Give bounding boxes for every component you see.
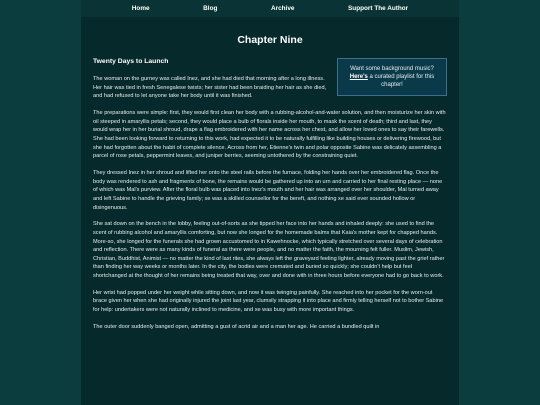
page-container [81, 0, 459, 405]
paragraph-3: They dressed Inez in her shroud and lifted her onto the steel rails before the furnace, folding her hands over her embroidered flag. Once the body was rendered to ash and fragments of bone, the remains would be gathered up into an urn and carried to her final resting place — none of which was Mal's purview. After the floral bulb was placed into Inez's mouth and her hair was arranged over her shoulder, Mal turned away and left Sabine to handle the grieving family; xe was a skilled counsellor for the bereft, and nothing xe said ever sounded hollow or disingenuous. [93, 169, 443, 211]
paragraph-1: The woman on the gurney was called Inez, and she had died that morning after a long illness. Her hair was tied in fresh Senegalese twists; her sister had been braiding her hair as she died, and had refused to let anyone take her body until it was finished. [93, 76, 327, 100]
paragraph-2: The preparations were simple: first, they would first clean her body with a rubbing-alcohol-and-water solution, and then moisturize her skin with oil steeped in amaryllis petals; second, they would place a bulb of florals inside her mouth, to mask the scent of death; third and last, they would wrap her in her burial shroud, drape a flag embroidered with her name across her chest, and allow her loved ones to say their farewells. She had been looking forward to returning to this work, had expected it to be naturally fulfilling like building houses or delivering firewood, but she had forgotten about the habit of complete silence. Across from her, Etienne's twin and polar opposite Sabine was delicately assembling a parcel of rose petals, peppermint leaves, and juniper berries, seeming untothered by the constraining quiet. [93, 109, 446, 160]
nav-archive[interactable]: Archive [270, 5, 295, 12]
playlist-link[interactable]: Here's [349, 74, 368, 81]
nav-support-the-author[interactable]: Support The Author [348, 5, 409, 12]
paragraph-5: Her wrist had popped under her weight while sitting down, and now it was twinging painfully. She reached into her pocket for the worn-out brace given her when she had originally injured the joint last year, clumsily strapping it into place and firmly telling herself not to bother Sabine for help: undertakers were not naturally inclined to medicine, and xe was busy with more important things. [93, 289, 444, 314]
paragraph-6: The outer door suddenly banged open, admitting a gust of acrid air and a man her age. He carried a bundled quilt in [93, 323, 380, 330]
music-playlist-box [337, 58, 447, 96]
sidebox-text-1: Want some background music? [350, 66, 434, 72]
chapter-title: Chapter Nine [237, 34, 303, 46]
paragraph-4: She sat down on the bench in the lobby, feeling out-of-sorts as she tipped her face into her hands and inhaled deeply: she used to find the scent of rubbing alcohol and amaryllis comforting, but now she longed for the homemade balms that Kaia's mother kept for chapped hands. More-so, she longed for the funerals she had grown accustomed to in Kawehnocke, which typically stretched over several days of celebration and reflection. There were as many kinds of funeral as there were people, and no matter the faith, the mourning felt fuller. Muslim, Jewish, Christian, Buddhist, Animist — no matter the kind of last rites, she always left the graveyard feeling lighter, already moving past the grief rather than finding her way weeks or months later. In the city, the bodies were cremated and buried so quickly; she couldn't help but feel shortchanged at the thought of her remains being treated that way, over and done with in three hours before everyone had to go back to work. [93, 221, 445, 280]
section-title: Twenty Days to Launch [93, 58, 169, 65]
sidebox-text-2: a curated playlist for this chapter! [367, 74, 435, 89]
chapter-content [81, 58, 459, 331]
nav-home[interactable]: Home [131, 5, 150, 12]
top-nav [81, 0, 459, 17]
nav-blog[interactable]: Blog [203, 5, 218, 12]
